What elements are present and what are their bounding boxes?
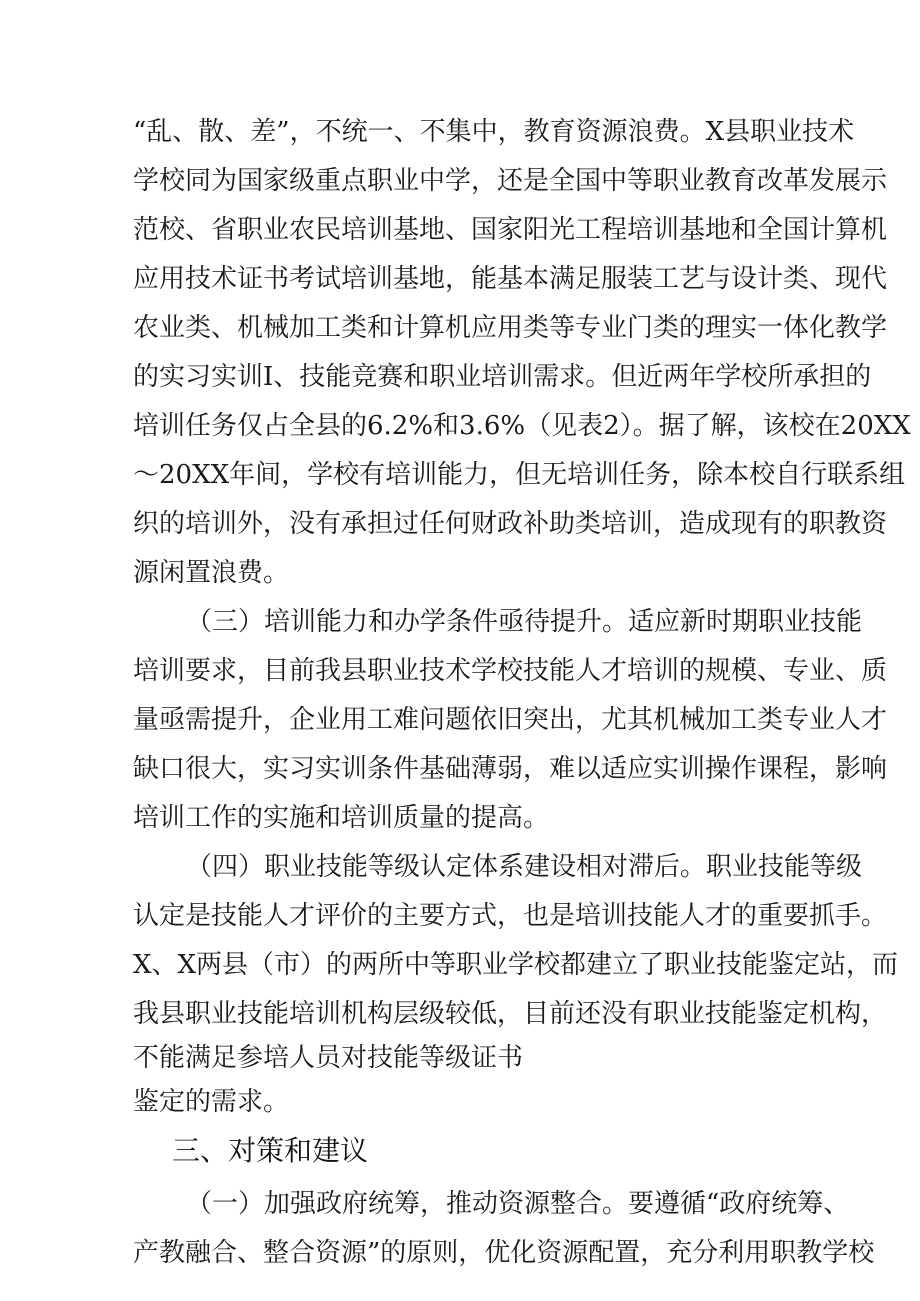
body-text-line: X、X两县（市）的两所中等职业学校都建立了职业技能鉴定站，而 [133, 950, 899, 980]
body-text-line: 织的培训外，没有承担过任何财政补助类培训，造成现有的职教资 [133, 509, 888, 539]
body-text-line: 缺口很大，实习实训条件基础薄弱，难以适应实训操作课程，影响 [133, 754, 888, 784]
body-text-line: ～20XX年间，学校有培训能力，但无培训任务，除本校自行联系组 [133, 460, 906, 490]
body-text-line: 学校同为国家级重点职业中学，还是全国中等职业教育改革发展示 [133, 166, 888, 196]
section-three-heading-line: （三）培训能力和办学条件亟待提升。适应新时期职业技能 [186, 607, 863, 637]
section-heading-countermeasures: 三、对策和建议 [172, 1134, 369, 1167]
section-four-heading-line: （四）职业技能等级认定体系建设相对滞后。职业技能等级 [186, 852, 863, 882]
body-text-line: 范校、省职业农民培训基地、国家阳光工程培训基地和全国计算机 [133, 215, 888, 245]
body-text-line: 不能满足参培人员对技能等级证书 [133, 1043, 524, 1073]
body-text-line: 我县职业技能培训机构层级较低，目前还没有职业技能鉴定机构， [133, 999, 888, 1029]
body-text-line: “乱、散、差”，不统一、不集中，教育资源浪费。X县职业技术 [133, 117, 855, 147]
body-text-line: 产教融合、整合资源”的原则，优化资源配置，充分利用职教学校 [133, 1238, 875, 1268]
body-text-line: 认定是技能人才评价的主要方式，也是培训技能人才的重要抓手。 [133, 901, 888, 931]
body-text-line: 源闲置浪费。 [133, 558, 290, 588]
body-text-line: 培训要求，目前我县职业技术学校技能人才培训的规模、专业、质 [133, 656, 888, 686]
body-text-line: 应用技术证书考试培训基地，能基本满足服装工艺与设计类、现代 [133, 264, 888, 294]
body-text-line: 鉴定的需求。 [133, 1087, 290, 1117]
subsection-one-heading-line: （一）加强政府统筹，推动资源整合。要遵循“政府统筹、 [186, 1189, 850, 1219]
body-text-line: 量亟需提升，企业用工难问题依旧突出，尤其机械加工类专业人才 [133, 705, 888, 735]
body-text-line: 培训工作的实施和培训质量的提高。 [133, 803, 550, 833]
body-text-line: 农业类、机械加工类和计算机应用类等专业门类的理实一体化教学 [133, 313, 888, 343]
body-text-line: 培训任务仅占全县的6.2%和3.6%（见表2）。据了解，该校在20XX [133, 411, 911, 441]
body-text-line: 的实习实训I、技能竞赛和职业培训需求。但近两年学校所承担的 [133, 362, 872, 392]
